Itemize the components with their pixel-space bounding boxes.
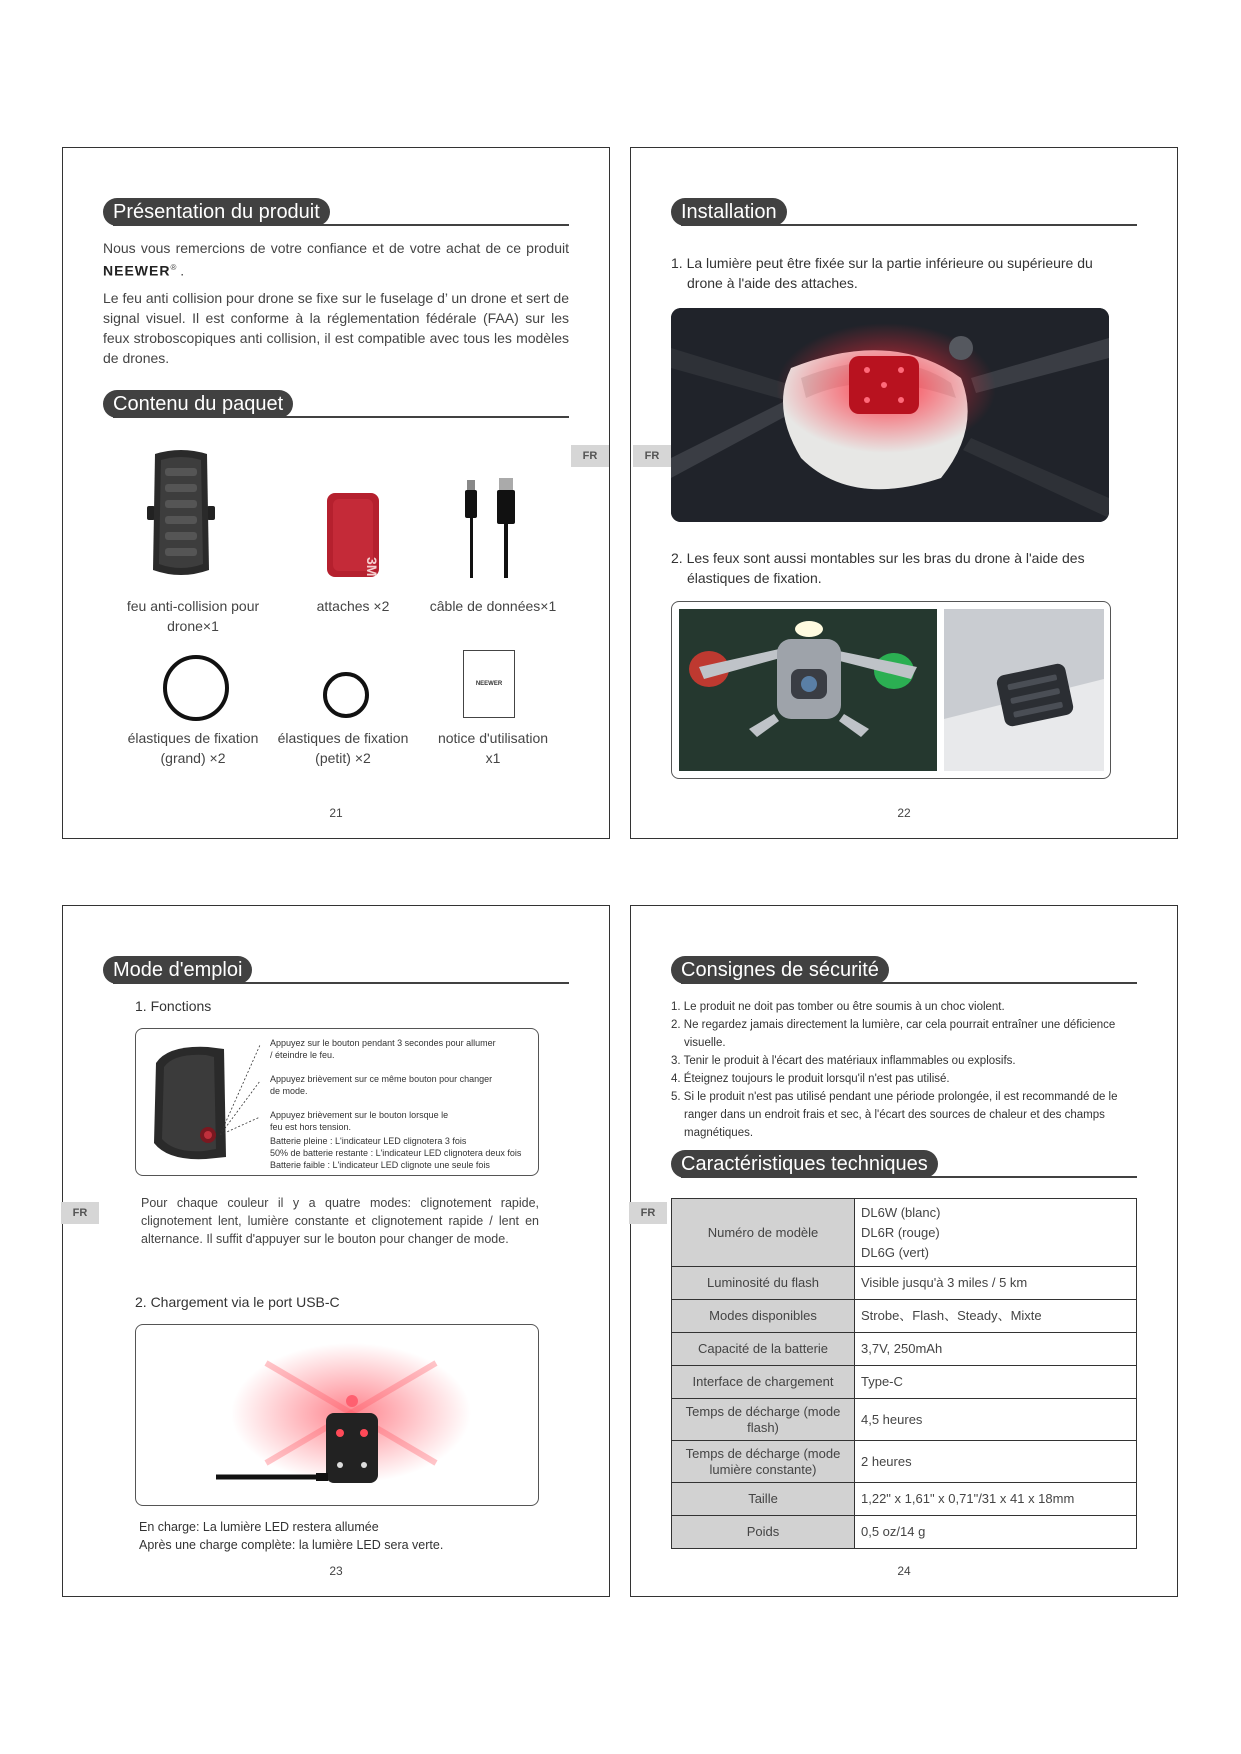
page-number: 22 [897,806,911,820]
language-tab: FR [61,1202,99,1224]
function-note: Appuyez sur le bouton pendant 3 secondes pour allumer / éteindre le feu. [270,1038,496,1060]
table-row [672,1483,1137,1516]
item-label: notice d'utilisation x1 [437,730,549,766]
section-heading-specs [671,1150,938,1178]
spec-value: DL6W (blanc) DL6R (rouge) DL6G (vert) [855,1199,1137,1267]
svg-text:3M: 3M [364,557,380,577]
heading-label: Contenu du paquet [103,390,293,418]
section-heading-usage [103,956,252,984]
usb-cable-image [461,478,519,580]
heading-label: Mode d'emploi [103,956,252,984]
spec-key: Temps de décharge (mode flash) [672,1399,855,1441]
intro-text: Nous vous remercions de votre confiance et de votre achat de ce produit NEEWER® . [103,240,569,279]
table-row [672,1441,1137,1483]
page-number: 23 [329,1564,343,1578]
spec-value: 1,22" x 1,61" x 0,71"/31 x 41 x 18mm [855,1483,1137,1516]
spec-value: Type-C [855,1366,1137,1399]
section-heading-presentation [103,198,330,226]
spec-key: Poids [672,1516,855,1549]
adhesive-sticker-image [325,491,381,579]
heading-label: Installation [671,198,787,226]
spec-value: 3,7V, 250mAh [855,1333,1137,1366]
page-21 [62,147,610,839]
spec-value: Strobe、Flash、Steady、Mixte [855,1300,1137,1333]
heading-label: Consignes de sécurité [671,956,889,984]
spec-key: Numéro de modèle [672,1199,855,1267]
page-23 [62,905,610,1597]
drone-light-image [143,448,219,580]
arm-mount-photo [944,609,1104,771]
table-row [672,1300,1137,1333]
item-label: attaches ×2 [316,598,390,614]
installation-step-2: 2. Les feux sont aussi montables sur les bras du drone à l'aide des élastiques de fixation. [671,550,1085,586]
spec-value: 2 heures [855,1441,1137,1483]
spec-key: Luminosité du flash [672,1267,855,1300]
callout-lines [216,1039,266,1139]
table-row [672,1399,1137,1441]
small-band-image [321,670,371,720]
charging-image [196,1333,496,1499]
function-note: Appuyez brièvement sur ce même bouton pour changer de mode. [270,1074,493,1096]
function-note: 50% de batterie restante : L'indicateur LED clignotera deux fois [270,1148,522,1158]
safety-list [671,998,1141,1142]
language-tab: FR [629,1202,667,1224]
large-band-image [161,653,231,723]
table-row [672,1516,1137,1549]
spec-value: Visible jusqu'à 3 miles / 5 km [855,1267,1137,1300]
spec-value: 4,5 heures [855,1399,1137,1441]
heading-label: Présentation du produit [103,198,330,226]
charging-status: En charge: La lumière LED restera allumée [139,1520,379,1534]
product-description: Le feu anti collision pour drone se fixe sur le fuselage d’ un drone et sert de signal visuel. Il est conforme à la réglementation fédérale (FAA) sur les feux stroboscopiques anti collision, il est compatible avec tous les modèles de drones. [103,290,569,366]
charged-status: Après une charge complète: la lumière LED sera verte. [139,1538,444,1552]
safety-item: 5. Si le produit n'est pas utilisé pendant une période prolongée, il est recommandé de le ranger dans un endroit frais et sec, à l'écart des sources de chaleur et des champs magnétiques. [671,1091,1118,1139]
spec-key: Capacité de la batterie [672,1333,855,1366]
spec-key: Taille [672,1483,855,1516]
functions-box [135,1028,539,1176]
table-row [672,1333,1137,1366]
item-label: élastiques de fixation (petit) ×2 [277,730,409,766]
subheading-charging: 2. Chargement via le port USB-C [135,1294,340,1310]
safety-item: 3. Tenir le produit à l'écart des matériaux inflammables ou explosifs. [671,1055,1016,1067]
manual-image: NEEWER [463,650,515,718]
section-heading-contents [103,390,293,418]
charging-box [135,1324,539,1506]
safety-item: 1. Le produit ne doit pas tomber ou être soumis à un choc violent. [671,1001,1005,1013]
drone-top-photo [671,308,1109,522]
function-note: Batterie pleine : L'indicateur LED clignotera 3 fois [270,1136,467,1146]
heading-label: Caractéristiques techniques [671,1150,938,1178]
item-label: feu anti-collision pour drone×1 [126,598,260,634]
function-note: Appuyez brièvement sur le bouton lorsque le feu est hors tension. [270,1110,449,1132]
specs-table [671,1198,1137,1549]
language-tab: FR [633,445,671,467]
installation-step-1: 1. La lumière peut être fixée sur la partie inférieure ou supérieure du drone à l'aide des attaches. [671,255,1093,291]
page-number: 21 [329,806,343,820]
language-tab: FR [571,445,609,467]
page-24 [630,905,1178,1597]
section-heading-installation [671,198,787,226]
section-heading-safety [671,956,889,984]
subheading-functions: 1. Fonctions [135,998,212,1014]
table-row [672,1199,1137,1267]
item-label: élastiques de fixation (grand) ×2 [127,730,259,766]
spec-key: Modes disponibles [672,1300,855,1333]
item-label: câble de données×1 [429,598,557,614]
drone-flight-photo [679,609,937,771]
table-row [672,1366,1137,1399]
safety-item: 2. Ne regardez jamais directement la lumière, car cela pourrait entraîner une déficience visuelle. [671,1019,1116,1049]
page-number: 24 [897,1564,911,1578]
spec-key: Temps de décharge (mode lumière constante) [672,1441,855,1483]
safety-item: 4. Éteignez toujours le produit lorsqu'il n'est pas utilisé. [671,1073,950,1085]
brand-name: NEEWER [103,262,171,279]
band-mount-photos [671,601,1111,779]
modes-description: Pour chaque couleur il y a quatre modes: clignotement rapide, clignotement lent, lumière constante et clignotement rapide / lent en alternance. Il suffit d'appuyer sur le bouton pour changer de mode. [141,1196,539,1246]
page-22 [630,147,1178,839]
table-row [672,1267,1137,1300]
spec-key: Interface de chargement [672,1366,855,1399]
spec-value: 0,5 oz/14 g [855,1516,1137,1549]
function-note: Batterie faible : L'indicateur LED clignote une seule fois [270,1160,490,1170]
